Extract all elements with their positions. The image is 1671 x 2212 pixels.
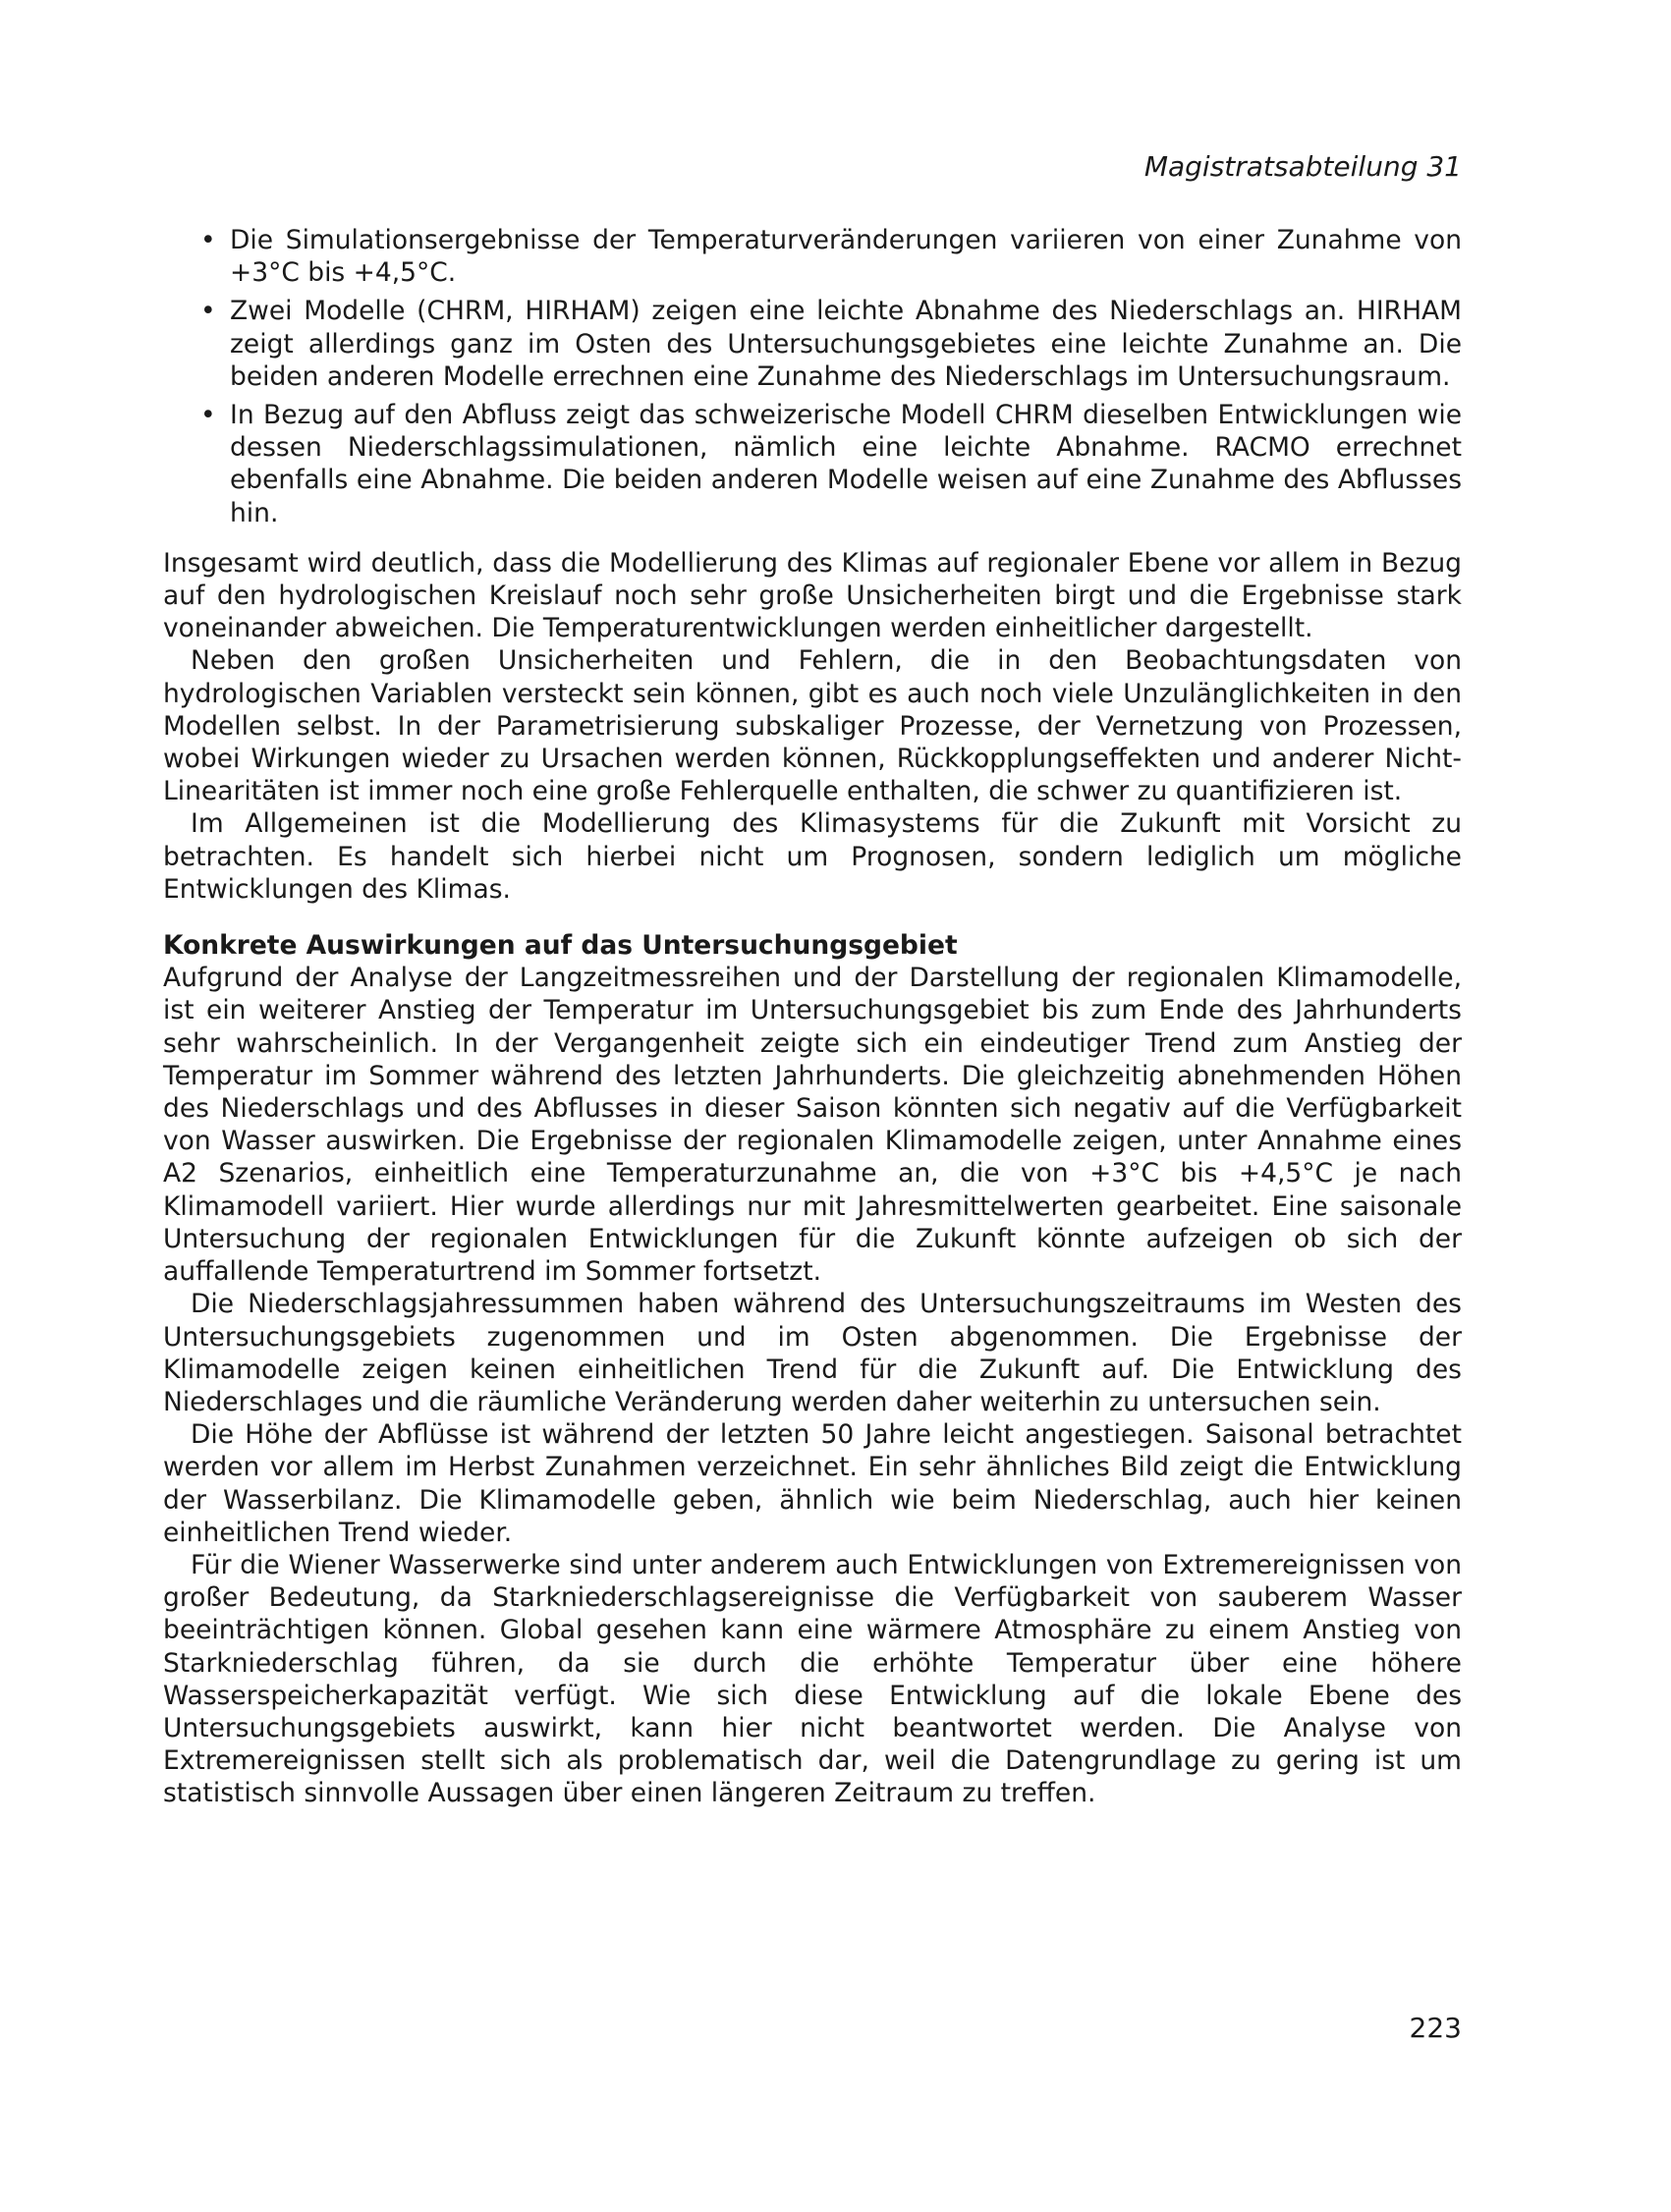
- paragraph: Aufgrund der Analyse der Langzeitmessreihen und der Darstellung der regionalen Klimamodelle, ist ein weiterer Anstieg der Temperatur im Untersuchungsgebiet bis zum Ende des Jahrhunderts sehr wahrscheinlich. In der Vergangenheit zeigte sich ein eindeutiger Trend zum Anstieg der Temperatur im Sommer während des letzten Jahrhunderts. Die gleichzeitig abnehmenden Höhen des Niederschlags und des Abflusses in dieser Saison könnten sich negativ auf die Verfügbarkeit von Wasser auswirken. Die Ergebnisse der regionalen Klimamodelle zeigen, unter Annahme eines A2 Szenarios, einheitlich eine Temperaturzunahme an, die von +3°C bis +4,5°C je nach Klimamodell variiert. Hier wurde allerdings nur mit Jahresmittelwerten gearbeitet. Eine saisonale Untersuchung der regionalen Entwicklungen für die Zukunft könnte aufzeigen ob sich der auffallende Temperaturtrend im Sommer fortsetzt.: [163, 963, 1462, 1288]
- paragraph: Die Höhe der Abflüsse ist während der letzten 50 Jahre leicht angestiegen. Saisonal betrachtet werden vor allem im Herbst Zunahmen verzeichnet. Ein sehr ähnliches Bild zeigt die Entwicklung der Wasserbilanz. Die Klimamodelle geben, ähnlich wie beim Niederschlag, auch hier keinen einheitlichen Trend wieder.: [163, 1419, 1462, 1548]
- page-number: 223: [1409, 2012, 1462, 2044]
- bullet-item: • Zwei Modelle (CHRM, HIRHAM) zeigen eine leichte Abnahme des Niederschlags an. HIRHAM zeigt allerdings ganz im Osten des Untersuchungsgebietes eine leichte Zunahme an. Die beiden anderen Modelle errechnen eine Zunahme des Niederschlags im Untersuchungsraum.: [163, 295, 1462, 393]
- section-heading: Konkrete Auswirkungen auf das Untersuchungsgebiet: [163, 930, 958, 962]
- paragraph: Die Niederschlagsjahressummen haben während des Untersuchungszeitraums im Westen des Untersuchungsgebiets zugenommen und im Osten abgenommen. Die Ergebnisse der Klimamodelle zeigen keinen einheitlichen Trend für die Zukunft auf. Die Entwicklung des Niederschlages und die räumliche Veränderung werden daher weiterhin zu untersuchen sein.: [163, 1289, 1462, 1417]
- paragraph: Neben den großen Unsicherheiten und Fehlern, die in den Beobachtungsdaten von hydrologischen Variablen versteckt sein können, gibt es auch noch viele Unzulänglichkeiten in den Modellen selbst. In der Parametrisierung subskaliger Prozesse, der Vernetzung von Prozessen, wobei Wirkungen wieder zu Ursachen werden können, Rückkopplungseffekten und anderer Nicht-Linearitäten ist immer noch eine große Fehlerquelle enthalten, die schwer zu quantifizieren ist.: [163, 645, 1462, 807]
- page-content: [163, 224, 1462, 1810]
- paragraph: Insgesamt wird deutlich, dass die Modellierung des Klimas auf regionaler Ebene vor allem in Bezug auf den hydrologischen Kreislauf noch sehr große Unsicherheiten birgt und die Ergebnisse stark voneinander abweichen. Die Temperaturentwicklungen werden einheitlicher dargestellt.: [163, 547, 1462, 644]
- bullet-item: • Die Simulationsergebnisse der Temperaturveränderungen variieren von einer Zunahme von +3°C bis +4,5°C.: [163, 224, 1462, 289]
- document-page: [163, 0, 1462, 2212]
- paragraph: Für die Wiener Wasserwerke sind unter anderem auch Entwicklungen von Extremereignissen von großer Bedeutung, da Starkniederschlagsereignisse die Verfügbarkeit von sauberem Wasser beeinträchtigen können. Global gesehen kann eine wärmere Atmosphäre zu einem Anstieg von Starkniederschlag führen, da sie durch die erhöhte Temperatur über eine höhere Wasserspeicherkapazität verfügt. Wie sich diese Entwicklung auf die lokale Ebene des Untersuchungsgebiets auswirkt, kann hier nicht beantwortet werden. Die Analyse von Extremereignissen stellt sich als problematisch dar, weil die Datengrundlage zu gering ist um statistisch sinnvolle Aussagen über einen längeren Zeitraum zu treffen.: [163, 1549, 1462, 1809]
- paragraph: Im Allgemeinen ist die Modellierung des Klimasystems für die Zukunft mit Vorsicht zu betrachten. Es handelt sich hierbei nicht um Prognosen, sondern lediglich um mögliche Entwicklungen des Klimas.: [163, 808, 1462, 905]
- running-header: Magistratsabteilung 31: [1143, 150, 1462, 183]
- bullet-item: • In Bezug auf den Abfluss zeigt das schweizerische Modell CHRM dieselben Entwicklungen wie dessen Niederschlagssimulationen, nämlich eine leichte Abnahme. RACMO errechnet ebenfalls eine Abnahme. Die beiden anderen Modelle weisen auf eine Zunahme des Abflusses hin.: [163, 399, 1462, 529]
- bullet-list: [163, 224, 1462, 529]
